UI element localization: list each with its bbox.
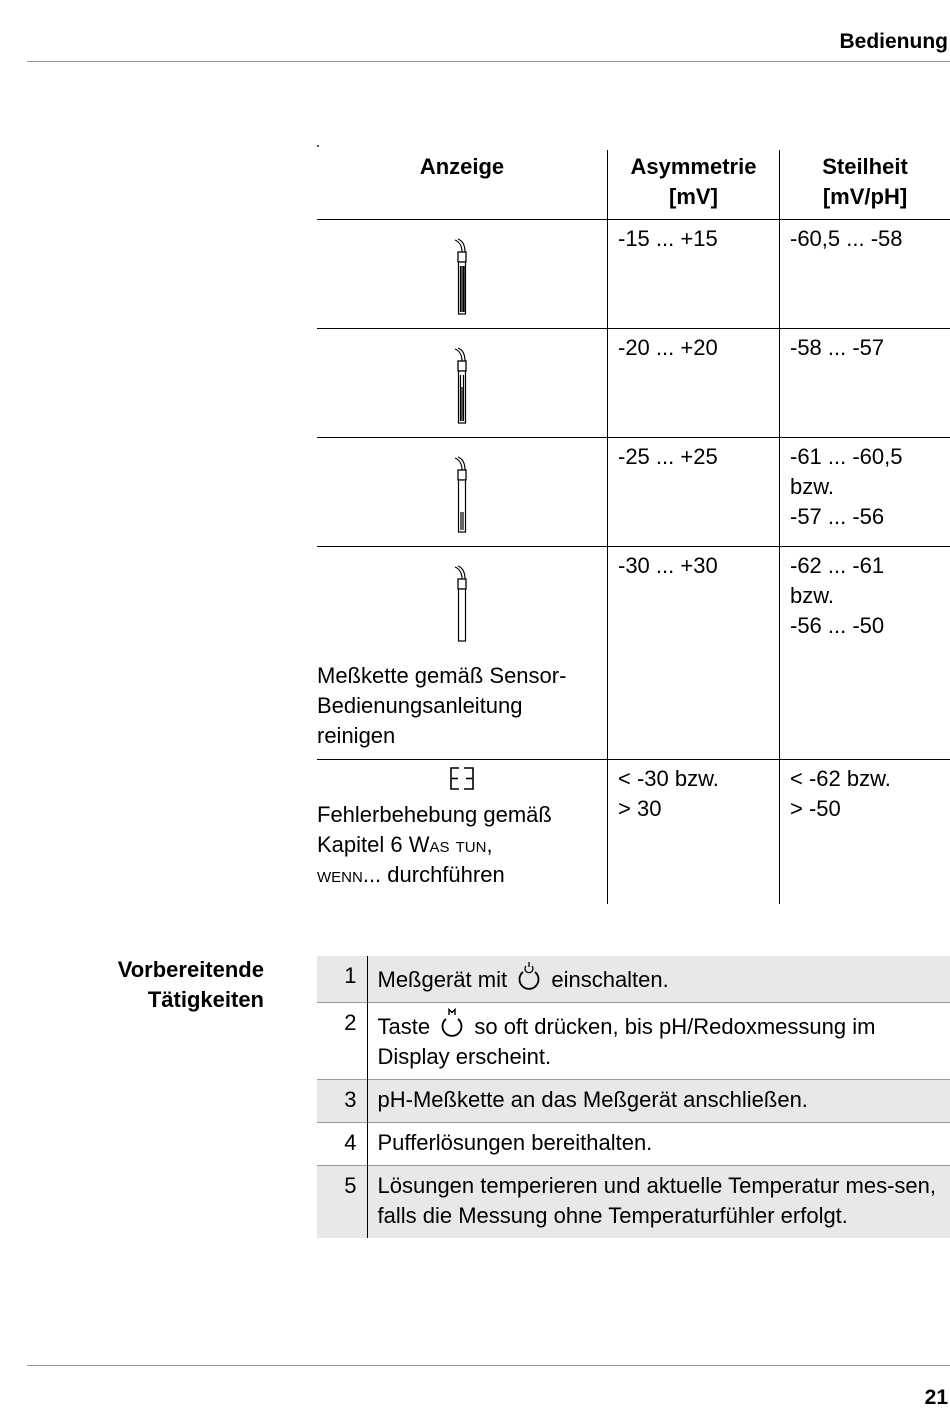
asymmetry-cell: -20 ... +20	[608, 329, 780, 438]
step-number: 5	[317, 1166, 367, 1239]
step-number: 4	[317, 1123, 367, 1166]
step-number: 1	[317, 956, 367, 1003]
slope-value: bzw.	[790, 474, 834, 499]
step-row	[317, 1080, 950, 1123]
slope-value: -57 ... -56	[790, 504, 884, 529]
display-cell	[317, 220, 608, 329]
header-rule	[27, 61, 950, 62]
cleaning-note: Bedienungsanleitung	[317, 693, 523, 718]
asymmetry-value: < -30 bzw.	[618, 766, 719, 791]
display-cell	[317, 547, 608, 760]
asymmetry-cell: -25 ... +25	[608, 438, 780, 547]
slope-cell	[780, 438, 950, 547]
cleaning-note: reinigen	[317, 723, 395, 748]
step-number: 2	[317, 1003, 367, 1080]
header-asymmetry-unit: [mV]	[669, 184, 718, 209]
step-text: pH-Meßkette an das Meßgerät anschließen.	[367, 1080, 950, 1123]
electrode-4-bars-icon	[450, 238, 474, 316]
slope-value: > -50	[790, 796, 841, 821]
slope-value: -62 ... -61	[790, 553, 884, 578]
electrode-2-bars-icon	[450, 456, 474, 534]
asymmetry-cell	[608, 760, 780, 904]
footer-rule	[27, 1365, 950, 1366]
table-header-row	[317, 150, 950, 220]
step-text	[367, 1003, 950, 1080]
troubleshoot-note: Fehlerbehebung gemäß	[317, 802, 552, 827]
asymmetry-cell: -15 ... +15	[608, 220, 780, 329]
table-marker-dot	[317, 145, 319, 147]
power-key-icon	[515, 961, 543, 991]
troubleshoot-note: Kapitel 6	[317, 832, 409, 857]
troubleshoot-note: ... durchführen	[363, 862, 505, 887]
asymmetry-value: > 30	[618, 796, 661, 821]
step-text: Pufferlösungen bereithalten.	[367, 1123, 950, 1166]
header-asymmetry	[608, 150, 780, 220]
step-text	[367, 956, 950, 1003]
display-cell	[317, 329, 608, 438]
page-number: 21	[925, 1386, 948, 1410]
slope-value: < -62 bzw.	[790, 766, 891, 791]
step-number: 3	[317, 1080, 367, 1123]
e3-error-display-icon	[448, 766, 476, 792]
header-slope	[780, 150, 950, 220]
section-heading-line: Tätigkeiten	[148, 987, 264, 1012]
section-heading-line: Vorbereitende	[118, 957, 264, 982]
header-title: Bedienung	[840, 30, 949, 54]
preparation-steps	[317, 956, 950, 1238]
table-row	[317, 760, 950, 904]
step-text: Lösungen temperieren und aktuelle Temperatur mes-sen, falls die Messung ohne Temperaturfühler erfolgt.	[367, 1166, 950, 1239]
step-row	[317, 956, 950, 1003]
electrode-3-bars-icon	[450, 347, 474, 425]
header-slope-unit: [mV/pH]	[823, 184, 907, 209]
slope-cell	[780, 547, 950, 760]
chapter-title: wenn	[317, 862, 363, 887]
calibration-table	[317, 150, 950, 904]
header-asymmetry-label: Asymmetrie	[631, 154, 757, 179]
slope-cell	[780, 760, 950, 904]
slope-value: -60,5 ... -58	[790, 226, 903, 251]
section-heading	[60, 955, 264, 1015]
display-cell	[317, 760, 608, 904]
slope-cell	[780, 220, 950, 329]
header-display	[317, 150, 608, 220]
header-display-label: Anzeige	[420, 154, 504, 179]
slope-value: -56 ... -50	[790, 613, 884, 638]
cleaning-note: Meßkette gemäß Sensor-	[317, 663, 566, 688]
table-row	[317, 547, 950, 760]
table-row	[317, 220, 950, 329]
chapter-title: Was tun,	[409, 832, 493, 857]
slope-value: bzw.	[790, 583, 834, 608]
table-row	[317, 438, 950, 547]
electrode-1-bar-icon	[450, 565, 474, 643]
header-slope-label: Steilheit	[822, 154, 908, 179]
step-row	[317, 1003, 950, 1080]
display-cell	[317, 438, 608, 547]
slope-value: -58 ... -57	[790, 335, 884, 360]
step-text-part: einschalten.	[551, 967, 668, 992]
table-row	[317, 329, 950, 438]
step-text-part: Taste	[378, 1014, 431, 1039]
step-row	[317, 1123, 950, 1166]
slope-value: -61 ... -60,5	[790, 444, 903, 469]
step-text-part: so oft drücken, bis pH/Redoxmessung im Display erscheint.	[378, 1014, 876, 1069]
step-row	[317, 1166, 950, 1239]
asymmetry-cell: -30 ... +30	[608, 547, 780, 760]
step-text-part: Meßgerät mit	[378, 967, 508, 992]
m-key-icon	[438, 1008, 466, 1038]
slope-cell	[780, 329, 950, 438]
